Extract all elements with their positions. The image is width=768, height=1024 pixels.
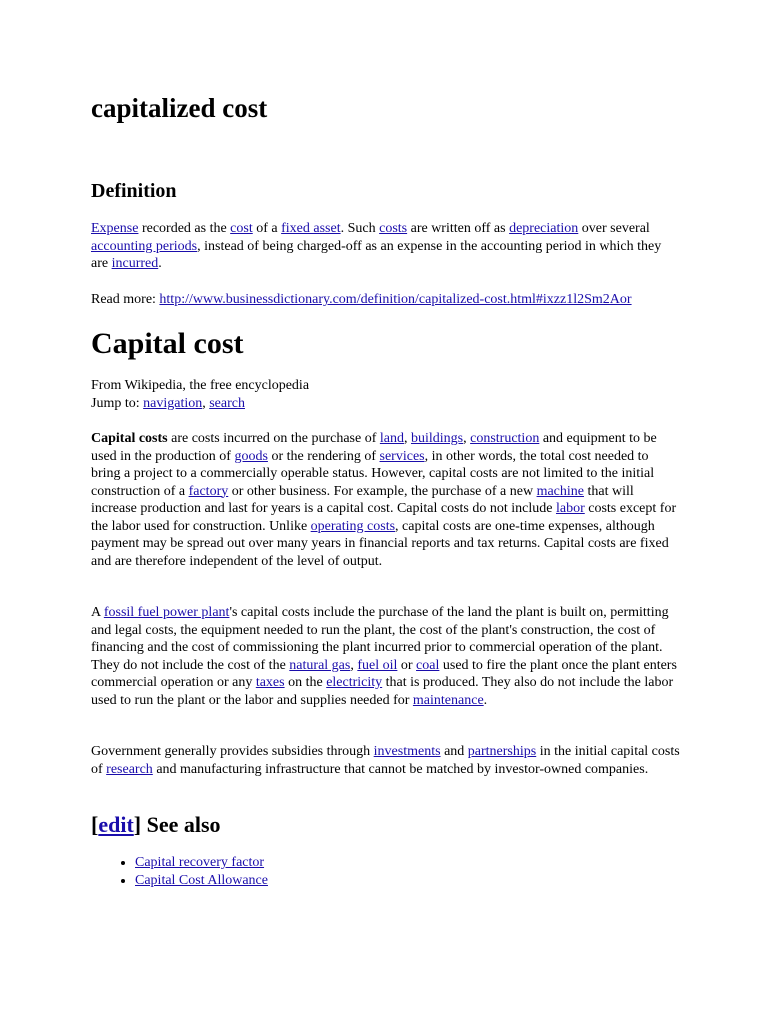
link-construction[interactable]: construction [470,431,540,446]
fossil-fuel-paragraph [91,604,681,709]
link-expense[interactable]: Expense [91,221,139,236]
paragraph-text: and manufacturing infrastructure that cannot be matched by investor-owned companies. [152,761,649,777]
link-partnerships[interactable]: partnerships [467,744,537,759]
paragraph-text: and [440,744,468,759]
link-machine[interactable]: machine [536,483,584,499]
capital-cost-heading: Capital cost [91,327,244,360]
paragraph-text: or [397,657,417,673]
page-title: capitalized cost [91,93,268,123]
link-services[interactable]: services [379,448,425,464]
paragraph-text: , in other words, the total cost needed to bring a project to a commercially operable status. However, capital costs are not limited to the initial construction of a [91,448,655,499]
government-paragraph [91,743,681,778]
list-item [135,854,268,872]
paragraph-text: in the initial capital costs of [91,744,680,777]
link-depreciation[interactable]: depreciation [509,221,579,236]
link-incurred[interactable]: incurred [111,256,159,271]
link-coal[interactable]: coal [416,657,440,673]
link-research[interactable]: research [106,761,153,777]
jump-separator: , [202,395,210,411]
jump-search-link[interactable]: search [209,395,245,411]
definition-text: recorded as the [138,221,231,236]
paragraph-text: 's capital costs include the purchase of the land the plant is built on, permitting and legal costs, the equipment needed to run the plant, the cost of the plant's construction, the cost of financing and the cost of commissioning the plant incurred prior to commercial operation of the plant. They do not include the cost of the [91,605,669,673]
paragraph-text: and equipment to be used in the production of [91,431,657,464]
see-also-title: ] See also [133,812,221,837]
article-content [91,88,691,888]
paragraph-text: Government generally provides subsidies through [91,744,374,759]
read-more-line [91,291,681,309]
see-also-heading [91,810,221,840]
link-natural-gas[interactable]: natural gas [289,657,351,673]
from-wikipedia-text: From Wikipedia, the free encyclopedia [91,378,310,393]
wikipedia-source-line [91,377,681,412]
link-taxes[interactable]: taxes [255,675,285,690]
paragraph-text: , capital costs are one-time expenses, although payment may be spread out over many years in financial reports and tax returns. Capital costs are fixed and are therefore independent of the level of output. [91,518,669,569]
bracket-open: [ [91,812,99,837]
paragraph-text: or the rendering of [267,448,380,464]
link-goods[interactable]: goods [234,448,268,464]
paragraph-text: on the [284,675,327,690]
link-fuel-oil[interactable]: fuel oil [357,657,398,673]
see-also-list [91,854,268,889]
link-land[interactable]: land [379,431,404,446]
link-fixed-asset[interactable]: fixed asset [281,221,341,236]
link-fossil-fuel-power-plant[interactable]: fossil fuel power plant [103,605,230,620]
jump-to-label: Jump to: [91,395,144,411]
link-operating-costs[interactable]: operating costs [310,518,396,534]
paragraph-text: that is produced. They also do not include the labor used to run the plant or the labor and supplies needed for [91,675,674,708]
link-factory[interactable]: factory [188,483,229,499]
paragraph-text: that will increase production and last for years is a capital cost. Capital costs do not include [91,483,634,516]
link-maintenance[interactable]: maintenance [412,692,484,708]
definition-text: . [158,256,162,271]
definition-text: , instead of being charged-off as an expense in the accounting period in which they are [91,238,662,271]
paragraph-text: . [483,692,488,708]
read-more-link[interactable]: http://www.businessdictionary.com/definition/capitalized-cost.html#ixzz1l2Sm2Aor [159,292,632,307]
link-costs[interactable]: costs [379,221,408,236]
link-cost[interactable]: cost [230,221,253,236]
link-labor[interactable]: labor [555,501,585,516]
link-capital-cost-allowance[interactable]: Capital Cost Allowance [135,872,268,888]
link-electricity[interactable]: electricity [326,675,383,690]
link-buildings[interactable]: buildings [410,431,464,446]
definition-paragraph [91,220,681,273]
jump-navigation-link[interactable]: navigation [143,395,203,411]
capital-costs-bold: Capital costs [91,431,168,446]
read-more-label: Read more: [91,292,160,307]
definition-text: . Such [340,221,380,236]
link-accounting-periods[interactable]: accounting periods [91,238,198,254]
paragraph-text: , [403,431,411,446]
definition-text: over several [578,221,650,236]
edit-link[interactable]: edit [98,812,134,837]
definition-text: are written off as [407,221,510,236]
list-item [135,872,268,890]
link-capital-recovery-factor[interactable]: Capital recovery factor [135,855,265,870]
definition-heading: Definition [91,180,177,202]
paragraph-text: , [350,657,358,673]
definition-text: of a [252,221,282,236]
paragraph-text: costs except for the labor used for construction. Unlike [91,501,677,534]
paragraph-text: used to fire the plant once the plant enters commercial operation or any [91,657,677,690]
link-investments[interactable]: investments [373,744,441,759]
paragraph-text: or other business. For example, the purchase of a new [228,483,537,499]
capital-costs-paragraph [91,430,681,570]
paragraph-text: A [91,605,104,620]
paragraph-text: , [463,431,471,446]
paragraph-text: are costs incurred on the purchase of [167,431,380,446]
